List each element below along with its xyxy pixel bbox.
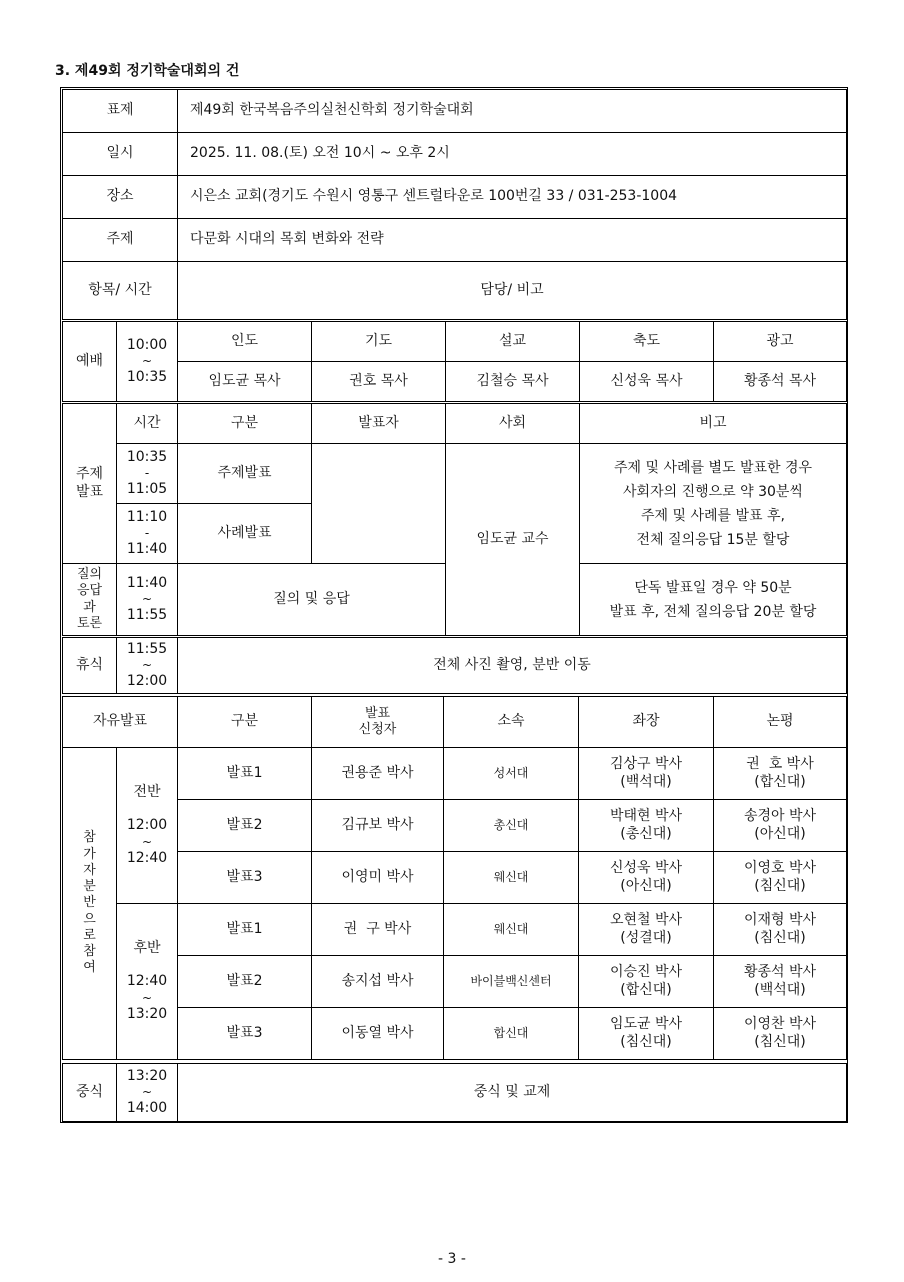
free-review: 송경아 박사 (아신대) bbox=[714, 800, 847, 852]
worship-label: 예배 bbox=[63, 322, 117, 402]
schedule-header-item: 항목/ 시간 bbox=[63, 262, 178, 320]
break-table bbox=[62, 637, 847, 694]
free-type: 발표3 bbox=[178, 852, 312, 904]
free-chair: 이승진 박사 (합신대) bbox=[579, 956, 714, 1008]
presentation-table bbox=[62, 403, 847, 636]
worship-role: 설교 bbox=[446, 322, 580, 362]
header-moderator: 사회 bbox=[446, 404, 580, 444]
info-label: 표제 bbox=[63, 90, 178, 133]
info-row bbox=[63, 90, 847, 133]
header-note: 비고 bbox=[580, 404, 847, 444]
free-affiliation: 성서대 bbox=[444, 748, 579, 800]
info-value: 2025. 11. 08.(토) 오전 10시 ~ 오후 2시 bbox=[178, 133, 847, 176]
free-presenter: 이동열 박사 bbox=[312, 1008, 444, 1060]
info-row bbox=[63, 176, 847, 219]
worship-time: 10:00 ~ 10:35 bbox=[117, 322, 178, 402]
free-chair: 임도균 박사 (침신대) bbox=[579, 1008, 714, 1060]
worship-role: 인도 bbox=[178, 322, 312, 362]
free-chair: 김상구 박사 (백석대) bbox=[579, 748, 714, 800]
qa-label: 질의 응답 과 토론 bbox=[63, 564, 117, 636]
free-review: 이영찬 박사 (침신대) bbox=[714, 1008, 847, 1060]
free-label: 자유발표 bbox=[63, 697, 178, 748]
info-label: 장소 bbox=[63, 176, 178, 219]
free-affiliation: 바이블백신센터 bbox=[444, 956, 579, 1008]
info-value: 시은소 교회(경기도 수원시 영통구 센트럴타운로 100번길 33 / 031-253-1004 bbox=[178, 176, 847, 219]
presentation-label: 주제 발표 bbox=[63, 404, 117, 564]
free-presentation-table bbox=[62, 696, 847, 1060]
free-review: 이영호 박사 (침신대) bbox=[714, 852, 847, 904]
lunch-content: 중식 및 교제 bbox=[178, 1064, 847, 1122]
schedule-header-table bbox=[62, 261, 847, 320]
worship-person: 신성욱 목사 bbox=[580, 362, 714, 402]
free-chair: 신성욱 박사 (아신대) bbox=[579, 852, 714, 904]
free-review: 황종석 박사 (백석대) bbox=[714, 956, 847, 1008]
section-heading: 3. 제49회 정기학술대회의 건 bbox=[55, 63, 240, 79]
info-value: 다문화 시대의 목회 변화와 전략 bbox=[178, 219, 847, 262]
free-type: 발표1 bbox=[178, 904, 312, 956]
qa-time: 11:40 ~ 11:55 bbox=[117, 564, 178, 636]
free-header-affiliation: 소속 bbox=[444, 697, 579, 748]
free-row bbox=[63, 904, 847, 956]
free-row bbox=[63, 748, 847, 800]
free-affiliation: 합신대 bbox=[444, 1008, 579, 1060]
lunch-time: 13:20 ~ 14:00 bbox=[117, 1064, 178, 1122]
break-label: 휴식 bbox=[63, 638, 117, 694]
free-presenter: 권 구 박사 bbox=[312, 904, 444, 956]
header-presenter: 발표자 bbox=[312, 404, 446, 444]
free-presenter: 권용준 박사 bbox=[312, 748, 444, 800]
lunch-table bbox=[62, 1063, 847, 1122]
free-type: 발표3 bbox=[178, 1008, 312, 1060]
worship-role: 광고 bbox=[714, 322, 847, 362]
worship-person: 황종석 목사 bbox=[714, 362, 847, 402]
worship-person: 임도균 목사 bbox=[178, 362, 312, 402]
free-presenter: 이영미 박사 bbox=[312, 852, 444, 904]
free-row bbox=[63, 852, 847, 904]
free-side-label: 참 가 자 분 반 으 로 참 여 bbox=[63, 748, 117, 1060]
presentation-type: 주제발표 bbox=[178, 444, 312, 504]
free-row bbox=[63, 1008, 847, 1060]
info-value: 제49회 한국복음주의실천신학회 정기학술대회 bbox=[178, 90, 847, 133]
free-review: 권 호 박사 (합신대) bbox=[714, 748, 847, 800]
free-header-type: 구분 bbox=[178, 697, 312, 748]
free-affiliation: 웨신대 bbox=[444, 852, 579, 904]
page-number: - 3 - bbox=[438, 1251, 466, 1267]
free-header-review: 논평 bbox=[714, 697, 847, 748]
first-half-time: 전반 12:00 ~ 12:40 bbox=[117, 748, 178, 904]
presentation-type: 사례발표 bbox=[178, 504, 312, 564]
free-affiliation: 총신대 bbox=[444, 800, 579, 852]
free-presenter: 송지섭 박사 bbox=[312, 956, 444, 1008]
schedule-header-charge: 담당/ 비고 bbox=[178, 262, 847, 320]
presentation-presenter bbox=[312, 444, 446, 564]
info-label: 일시 bbox=[63, 133, 178, 176]
info-table bbox=[62, 89, 847, 262]
presentation-time: 10:35 - 11:05 bbox=[117, 444, 178, 504]
qa-content: 질의 및 응답 bbox=[178, 564, 446, 636]
header-type: 구분 bbox=[178, 404, 312, 444]
free-header-applicant: 발표 신청자 bbox=[312, 697, 444, 748]
free-chair: 오현철 박사 (성결대) bbox=[579, 904, 714, 956]
header-time: 시간 bbox=[117, 404, 178, 444]
second-half-time: 후반 12:40 ~ 13:20 bbox=[117, 904, 178, 1060]
presentation-moderator: 임도균 교수 bbox=[446, 444, 580, 636]
presentation-note: 주제 및 사례를 별도 발표한 경우 사회자의 진행으로 약 30분씩 주제 및 사례를 발표 후, 전체 질의응답 15분 할당 bbox=[580, 444, 847, 564]
break-content: 전체 사진 촬영, 분반 이동 bbox=[178, 638, 847, 694]
free-type: 발표1 bbox=[178, 748, 312, 800]
free-type: 발표2 bbox=[178, 956, 312, 1008]
worship-person: 김철승 목사 bbox=[446, 362, 580, 402]
free-affiliation: 웨신대 bbox=[444, 904, 579, 956]
free-review: 이재형 박사 (침신대) bbox=[714, 904, 847, 956]
worship-role: 축도 bbox=[580, 322, 714, 362]
free-presenter: 김규보 박사 bbox=[312, 800, 444, 852]
break-time: 11:55 ~ 12:00 bbox=[117, 638, 178, 694]
worship-role: 기도 bbox=[312, 322, 446, 362]
free-type: 발표2 bbox=[178, 800, 312, 852]
qa-note: 단독 발표일 경우 약 50분 발표 후, 전체 질의응답 20분 할당 bbox=[580, 564, 847, 636]
free-row bbox=[63, 956, 847, 1008]
info-row bbox=[63, 219, 847, 262]
worship-person: 권호 목사 bbox=[312, 362, 446, 402]
free-header-chair: 좌장 bbox=[579, 697, 714, 748]
info-label: 주제 bbox=[63, 219, 178, 262]
lunch-label: 중식 bbox=[63, 1064, 117, 1122]
free-chair: 박태현 박사 (총신대) bbox=[579, 800, 714, 852]
info-row bbox=[63, 133, 847, 176]
free-row bbox=[63, 800, 847, 852]
worship-table bbox=[62, 321, 847, 402]
presentation-time: 11:10 - 11:40 bbox=[117, 504, 178, 564]
